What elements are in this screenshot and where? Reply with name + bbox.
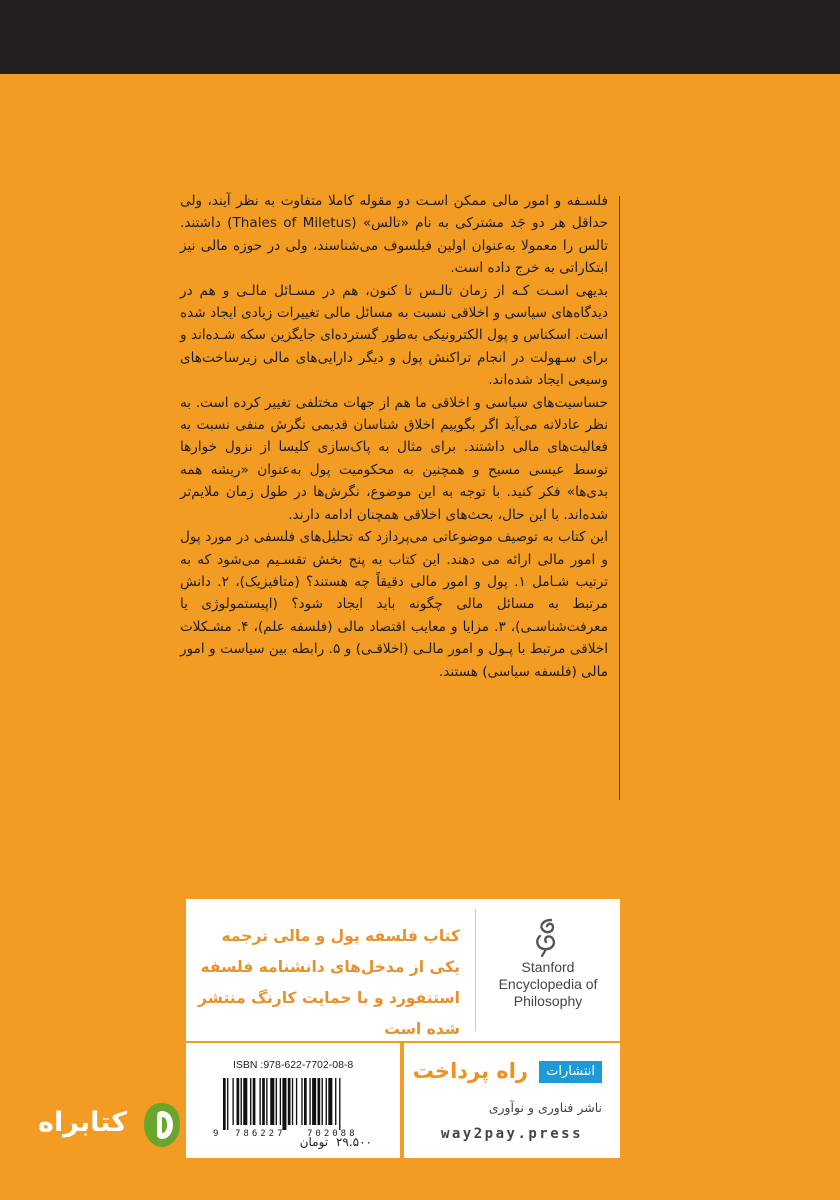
ketabrah-logo-icon — [142, 1101, 182, 1149]
blurb-paragraph-1: فلسـفه و امور مالی ممکن اسـت دو مقوله کاملا متفاوت به نظر آیند، ولی حداقل هر دو جَد مشترکی به نام «تالس» (Thales of Miletus) داشتند. تالس را معمولا به‌عنوان اولین فیلسوف می‌شناسند، ولی در حوزه مالی نیز ابتکاراتی به خرج داده است. — [180, 193, 608, 277]
top-dark-band — [0, 0, 840, 74]
publisher-url: way2pay.press — [440, 1126, 584, 1142]
price — [222, 1135, 372, 1149]
publisher-tagline: ناشر فناوری و نوآوری — [488, 1100, 602, 1115]
price-amount: ۲۹.۵۰۰ — [335, 1135, 372, 1149]
isbn-box — [186, 1043, 400, 1158]
barcode-image — [209, 1074, 383, 1138]
book-description: کتاب فلسفه پول و مالی ترجمه یکی از مدخل‌های دانشنامه فلسفه استنفورد و با حمایت کارنگ منتشر شده است — [198, 927, 460, 1038]
blurb-paragraph-2: بدیهی اسـت کـه از زمان تالـس تا کنون، هم در مسـائل مالـی و هم در دیدگاه‌های سیاسی و اخلاقی نسبت به مسائل مالی تغییرات زیادی ایجاد شده است. اسکناس و پول الکترونیکی به‌طور گسترده‌ای جایگزین سکه شـده‌اند و برای سـهولت در انجام تراکنش پول و دیگر دارایی‌های مالی زیرساخت‌های وسیعی ایجاد شده‌اند. — [180, 282, 608, 389]
sep-line-1: Stanford — [521, 959, 575, 975]
barcode-digits-left: 9 — [213, 1129, 219, 1138]
description-box — [186, 899, 476, 1041]
blurb-paragraph-3: حساسیت‌های سیاسی و اخلاقی ما هم از جهات مختلفی تغییر کرده است. به نظر عادلانه می‌آید اگر بگوییم اخلاق شناسان قدیمی نگرش منفی نسبت به فعالیت‌های مالی داشتند. برای مثال به پاک‌سازی کلیسا از نزول خوارها توسط عیسی مسیح و همچنین به محکومیت پول به‌عنوان «ریشه همه بدی‌ها» فکر کنید. با توجه به این موضوع، نگرش‌ها در طول زمان ملایم‌تر شده‌اند. با این حال، بحث‌های اخلاقی همچنان ادامه دارند. — [180, 394, 608, 523]
blurb-rule — [619, 196, 620, 800]
sep-logo-box — [476, 899, 620, 1041]
sep-line-3: Philosophy — [513, 993, 583, 1009]
price-unit: تومان — [299, 1135, 329, 1149]
blurb-text — [180, 190, 608, 683]
sep-logo-text — [476, 959, 620, 1010]
isbn-number: ISBN :978-622-7702-08-8 — [233, 1059, 354, 1071]
barcode-digits-right: 702088 — [307, 1129, 358, 1138]
sep-line-2: Encyclopedia of — [498, 976, 598, 992]
ketabrah-watermark — [38, 1099, 178, 1155]
publisher-label: انتشارات — [539, 1061, 602, 1083]
barcode-digits-mid: 786227 — [235, 1129, 286, 1138]
ketabrah-text: کتابراه — [38, 1107, 127, 1138]
blurb-paragraph-4: این کتاب به توصیف موضوعاتی می‌پردازد که تحلیل‌های فلسفی در مورد پول و امور مالی ارائه می‌ دهند. این کتاب به پنج بخش تقسـیم می‌شود که به ترتیب شـامل ۱. پول و امور مالی دقیقاً چه هستند؟ (متافیزیک)، ۲. دانش مرتبط به مسائل مالی چگونه باید ایجاد شود؟ (اپیستمولوژی یا معرفت‌شناسـی)، ۳. مزایا و معایب اقتصاد مالی (فلسفه علم)، ۴. مشـکلات اخلاقی مرتبط با پـول و امور مالـی (اخلاقـی) و ۵. رابطه بین سیاست و امور مالی (فلسفه سیاسی) هستند. — [180, 529, 608, 680]
publisher-box — [404, 1043, 620, 1158]
publisher-name: راه پرداخت — [412, 1059, 528, 1083]
sep-logo-icon — [532, 917, 562, 957]
box-divider — [475, 909, 476, 1031]
